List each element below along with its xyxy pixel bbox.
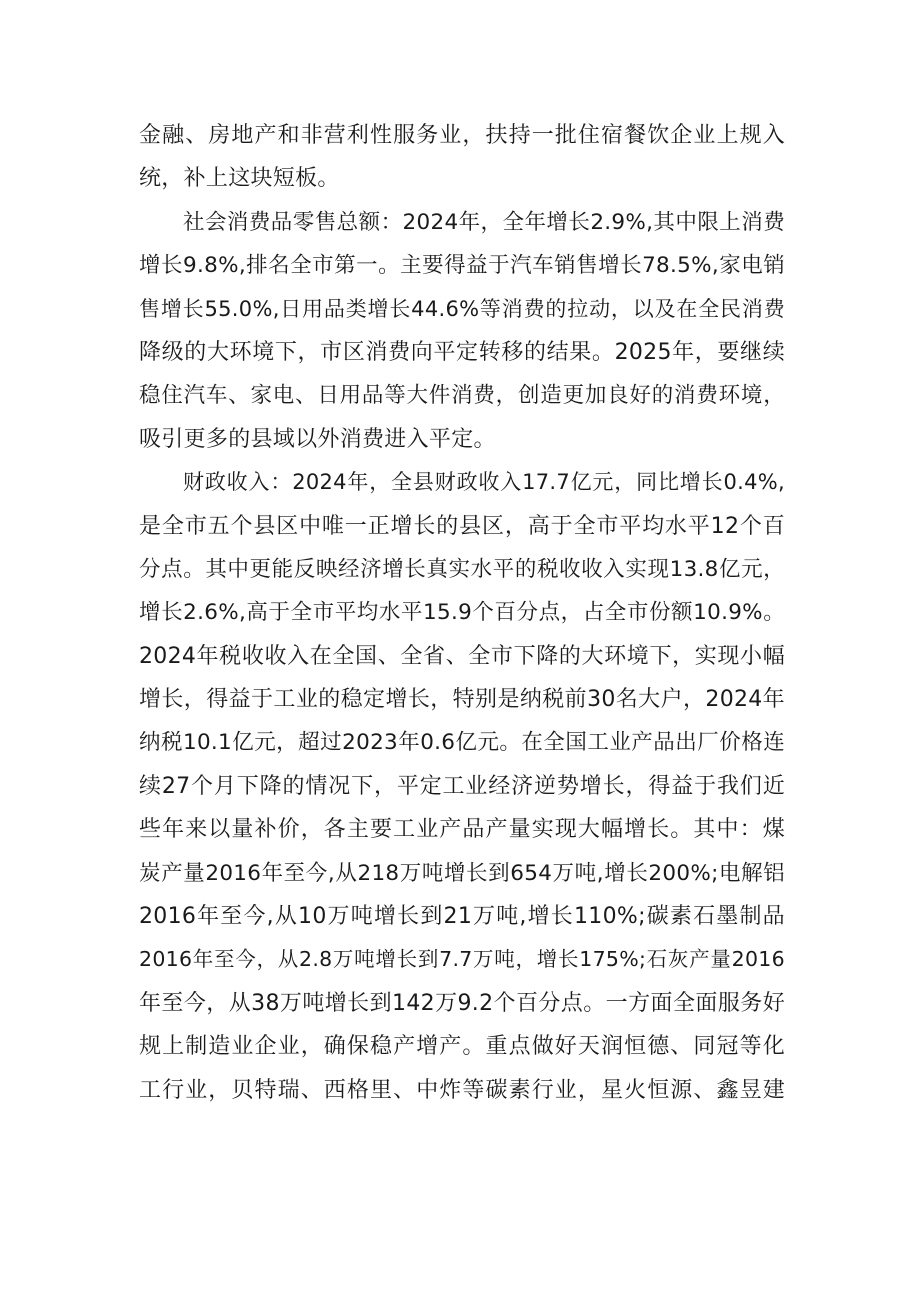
text-line: 售增长55.0%,日用品类增长44.6%等消费的拉动，以及在全民消费 [139,296,785,321]
text-line: 增长9.8%,排名全市第一。主要得益于汽车销售增长78.5%,家电销 [139,253,785,279]
text-line: 稳住汽车、家电、日用品等大件消费，创造更加良好的消费环境， [139,383,785,409]
text-line: 些年来以量补价，各主要工业产品产量实现大幅增长。其中：煤 [139,817,785,843]
text-line: 降级的大环境下，市区消费向平定转移的结果。2025年，要继续 [139,339,785,365]
text-line: 2024年税收收入在全国、全省、全市下降的大环境下，实现小幅 [139,643,785,669]
text-line: 社会消费品零售总额：2024年，全年增长2.9%,其中限上消费 [183,209,785,235]
text-line: 统，补上这块短板。 [139,166,340,192]
text-line: 纳税10.1亿元，超过2023年0.6亿元。在全国工业产品出厂价格连 [139,730,785,756]
text-line: 是全市五个县区中唯一正增长的县区，高于全市平均水平12个百 [139,513,785,539]
text-line: 增长2.6%,高于全市平均水平15.9个百分点，占全市份额10.9%。 [139,600,785,626]
text-line: 财政收入：2024年，全县财政收入17.7亿元，同比增长0.4%, [183,470,785,495]
text-line: 规上制造业企业，确保稳产增产。重点做好天润恒德、同冠等化 [139,1034,785,1060]
text-line: 年至今，从38万吨增长到142万9.2个百分点。一方面全面服务好 [139,990,785,1016]
text-line: 分点。其中更能反映经济增长真实水平的税收收入实现13.8亿元， [139,556,785,582]
text-line: 工行业，贝特瑞、西格里、中炸等碳素行业，星火恒源、鑫昱建 [139,1077,785,1103]
text-line: 2016年至今,从10万吨增长到21万吨,增长110%;碳素石墨制品 [139,904,785,930]
text-line: 2016年至今，从2.8万吨增长到7.7万吨，增长175%;石灰产量2016 [139,947,785,972]
text-line: 吸引更多的县域以外消费进入平定。 [139,426,496,452]
text-line: 金融、房地产和非营利性服务业，扶持一批住宿餐饮企业上规入 [139,123,785,148]
text-line: 炭产量2016年至今,从218万吨增长到654万吨,增长200%;电解铝 [139,860,785,886]
body-text [139,114,785,1112]
text-line: 续27个月下降的情况下，平定工业经济逆势增长，得益于我们近 [139,773,785,799]
text-line: 增长，得益于工业的稳定增长，特别是纳税前30名大户，2024年 [139,687,785,713]
